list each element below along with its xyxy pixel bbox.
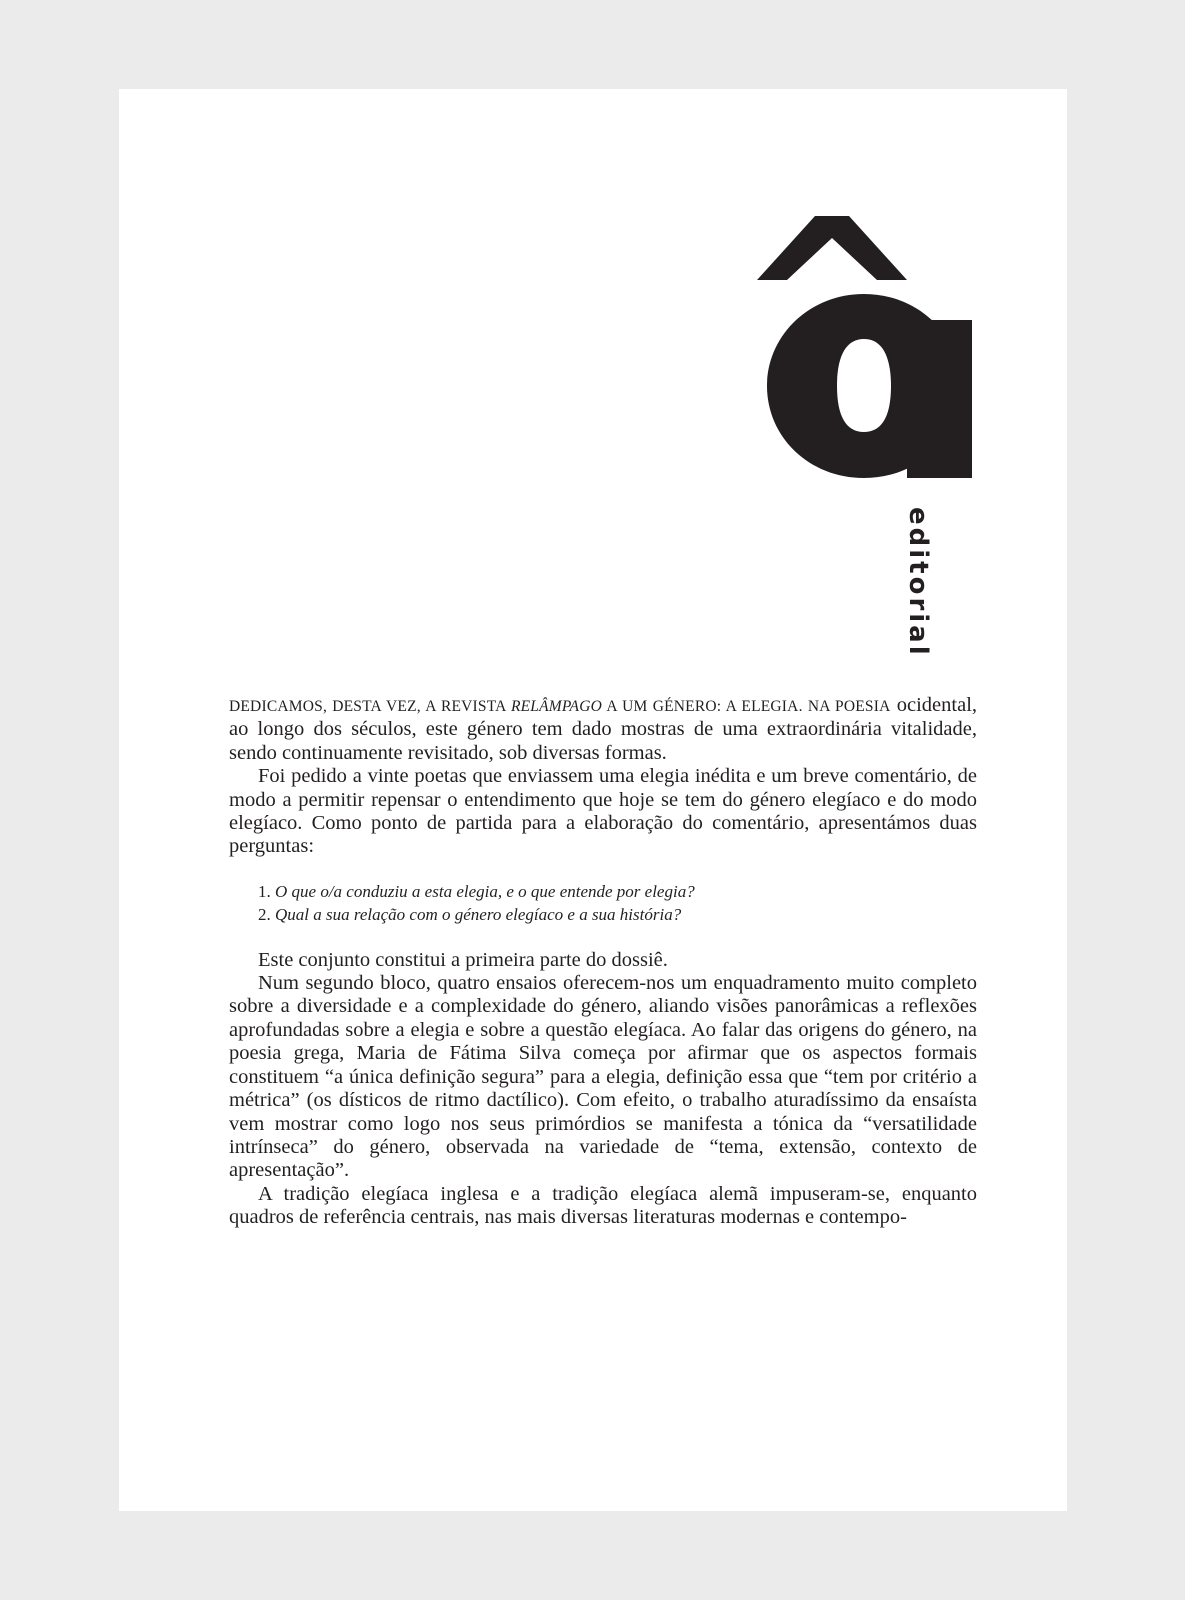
questions-list <box>229 880 977 927</box>
question-item: 2. Qual a sua relação com o género elegíaco e a sua história? <box>258 905 682 925</box>
document-page <box>119 89 1067 1511</box>
paragraph: Foi pedido a vinte poetas que enviassem uma elegia inédita e um breve comentário, de modo a permitir repensar o entendimento que hoje se tem do género elegíaco e do modo elegíaco. Como ponto de partida para a elaboração do comentário, apresentámos duas perguntas: <box>229 765 977 858</box>
intro-text: ocidental, ao longo dos séculos, este género tem dado mostras de uma extraordinária vitalidade, sendo continuamente revisitado, sob diversas formas. <box>229 694 978 764</box>
paragraph: Num segundo bloco, quatro ensaios oferecem-nos um enquadramento muito completo sobre a diversidade e a complexidade do género, aliando visões panorâmicas a reflexões aprofundadas sobre a elegia e sobre a questão elegíaca. Ao falar das origens do género, na poesia grega, Maria de Fátima Silva começa por afirmar que os aspectos formais constituem “a única definição segura” para a elegia, definição essa que “tem por critério a métrica” (os dísticos de ritmo dactílico). Com efeito, o trabalho aturadíssimo da ensaísta vem mostrar como logo nos seus primórdios se manifesta a tónica da “versatilidade intrínseca” do género, observada na variedade de “tema, extensão, contexto de apresentação”. <box>229 972 977 1182</box>
a-circumflex-logo-icon <box>757 216 972 478</box>
paragraph: Este conjunto constitui a primeira parte do dossiê. <box>258 948 668 971</box>
paragraph: A tradição elegíaca inglesa e a tradição elegíaca alemã impuseram-se, enquanto quadros de referência centrais, nas mais diversas literaturas modernas e contempo- <box>229 1182 977 1229</box>
editorial-body <box>229 694 977 1230</box>
question-item: 1. O que o/a conduziu a esta elegia, e o que entende por elegia? <box>258 881 695 901</box>
intro-paragraph <box>229 694 977 765</box>
editorial-label: editorial <box>903 507 933 658</box>
magazine-name: RELÂMPAGO <box>510 698 602 715</box>
intro-lead-caps: DEDICAMOS, DESTA VEZ, A REVISTA RELÂMPAGO A UM GÉNERO: A ELEGIA. NA POESIA <box>229 698 891 715</box>
